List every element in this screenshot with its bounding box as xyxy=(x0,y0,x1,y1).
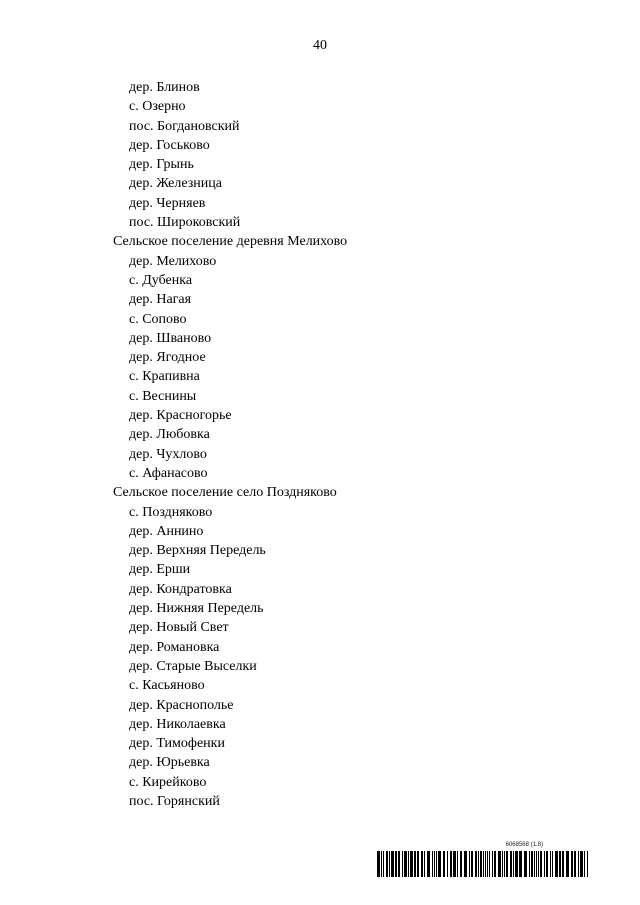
barcode-block xyxy=(377,842,591,878)
list-item: с. Поздняково xyxy=(129,504,213,520)
list-item: с. Веснины xyxy=(129,388,197,404)
list-item: дер. Блинов xyxy=(129,80,200,95)
list-item: дер. Черняев xyxy=(129,195,206,211)
list-item: с. Озерно xyxy=(129,99,186,115)
list-item: с. Сопово xyxy=(129,311,187,327)
list-item: Сельское поселение село Поздняково xyxy=(113,485,337,501)
list-item: Сельское поселение деревня Мелихово xyxy=(113,234,348,250)
list-item: с. Крапивна xyxy=(129,369,200,385)
barcode-caption: 6068568 (1.8) xyxy=(505,842,543,848)
list-item: дер. Краснополье xyxy=(129,697,234,713)
list-item: дер. Шваново xyxy=(129,330,212,346)
list-item: с. Афанасово xyxy=(129,465,208,481)
list-item: дер. Любовка xyxy=(129,427,210,443)
list-item: дер. Госьково xyxy=(129,137,210,153)
list-item: дер. Кондратовка xyxy=(129,581,232,597)
list-item: дер. Ерши xyxy=(129,562,191,578)
list-item: дер. Верхняя Передель xyxy=(129,543,266,559)
list-item: дер. Ягодное xyxy=(129,350,206,366)
list-item: дер. Нижняя Передель xyxy=(129,601,264,617)
list-item: дер. Романовка xyxy=(129,639,220,655)
list-item: дер. Новый Свет xyxy=(129,620,229,636)
list-item: дер. Старые Выселки xyxy=(129,658,257,674)
list-item: пос. Широковский xyxy=(129,215,241,231)
page-number: 40 xyxy=(313,38,327,53)
list-item: дер. Грынь xyxy=(129,157,194,173)
barcode-icon xyxy=(377,851,591,877)
list-item: дер. Аннино xyxy=(129,523,204,539)
list-item: дер. Николаевка xyxy=(129,716,226,732)
list-item: дер. Красногорье xyxy=(129,408,232,424)
settlement-list xyxy=(113,78,347,811)
list-item: пос. Богдановский xyxy=(129,118,240,134)
list-item: дер. Тимофенки xyxy=(129,736,225,752)
list-item: дер. Юрьевка xyxy=(129,755,210,771)
list-item: с. Кирейково xyxy=(129,774,207,790)
list-item: дер. Мелихово xyxy=(129,253,217,269)
list-item: дер. Нагая xyxy=(129,292,192,308)
list-item: пос. Горянский xyxy=(129,793,220,809)
list-item: дер. Железница xyxy=(129,176,222,192)
list-item: с. Касьяново xyxy=(129,678,205,694)
list-item: дер. Чухлово xyxy=(129,446,207,462)
list-item: с. Дубенка xyxy=(129,272,193,288)
